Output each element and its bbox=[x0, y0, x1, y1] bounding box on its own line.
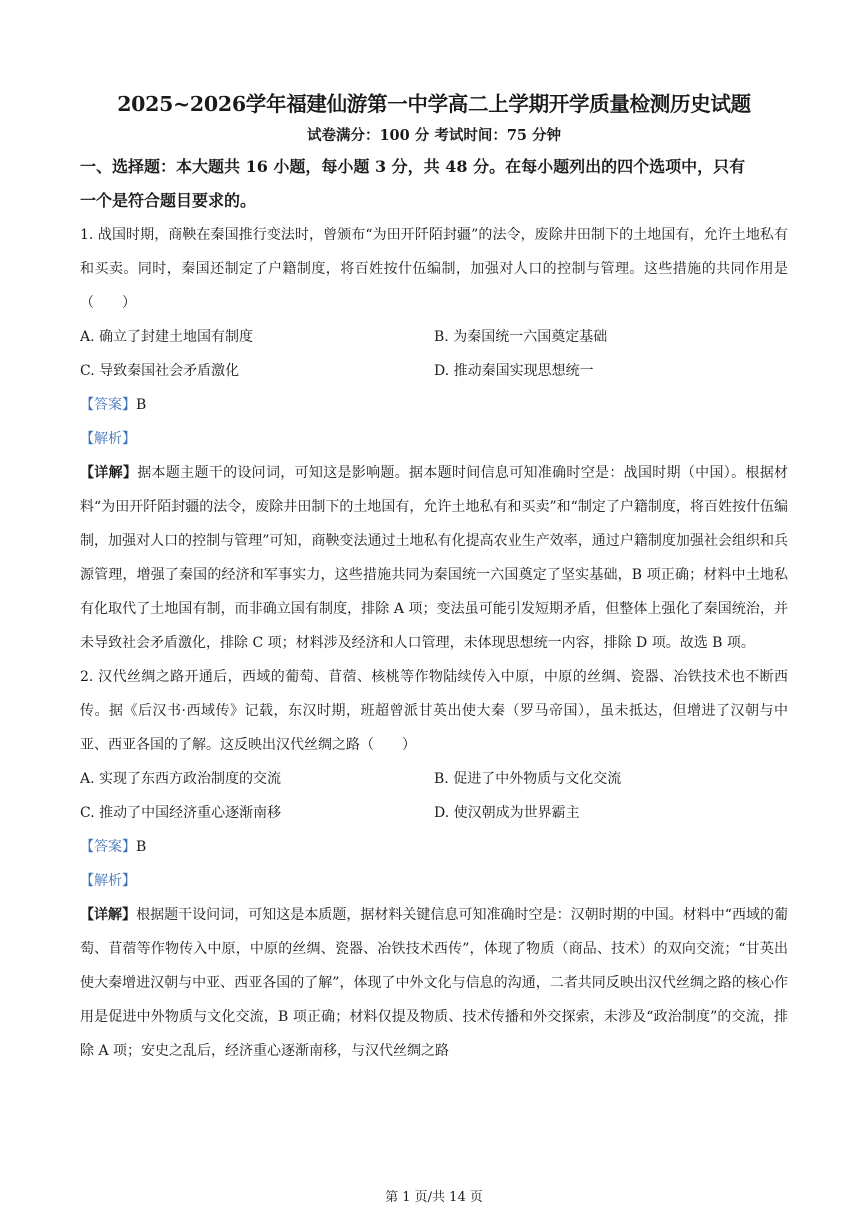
options bbox=[80, 320, 788, 388]
question-stem: 1. 战国时期，商鞅在秦国推行变法时，曾颁布“为田开阡陌封疆”的法令，废除井田制下的土地国有，允许土地私有和买卖。同时，秦国还制定了户籍制度，将百姓按什伍编制，加强对人口的控制与管理。这些措施的共同作用是（ ） bbox=[80, 227, 788, 311]
question-2 bbox=[80, 660, 788, 1068]
analysis-label: 【解析】 bbox=[80, 873, 136, 889]
answer-value: B bbox=[136, 397, 147, 413]
answer-line: 【答案】B bbox=[80, 839, 147, 855]
exam-info: 试卷满分：100 分 考试时间：75 分钟 bbox=[306, 127, 562, 144]
detail-paragraph bbox=[80, 898, 788, 1068]
document-page bbox=[80, 88, 788, 1068]
analysis-label: 【解析】 bbox=[80, 431, 136, 447]
detail-text: 根据题干设问词，可知这是本质题，据材料关键信息可知准确时空是：汉朝时期的中国。材料中“西域的葡萄、苜蓿等作物传入中原，中原的丝绸、瓷器、冶铁技术西传”，体现了物质（商品、技术）的双向交流；“甘英出使大秦增进汉朝与中亚、西亚各国的了解”，体现了中外文化与信息的沟通，二者共同反映出汉代丝绸之路的核心作用是促进中外物质与文化交流，B 项正确；材料仅提及物质、技术传播和外交探索，未涉及“政治制度”的交流，排除 A 项；安史之乱后，经济重心逐渐南移，与汉代丝绸之路 bbox=[80, 907, 789, 1059]
option-d: D. 使汉朝成为世界霸主 bbox=[434, 805, 580, 821]
option-a: A. 实现了东西方政治制度的交流 bbox=[80, 771, 282, 787]
page-title: 2025~2026学年福建仙游第一中学高二上学期开学质量检测历史试题 bbox=[117, 92, 751, 116]
answer-value: B bbox=[136, 839, 147, 855]
page-number: 第 1 页/共 14 页 bbox=[385, 1190, 483, 1205]
option-b: B. 为秦国统一六国奠定基础 bbox=[434, 329, 608, 345]
question-1 bbox=[80, 218, 788, 660]
section-heading-line2: 一个是符合题目要求的。 bbox=[80, 191, 257, 210]
question-stem: 2. 汉代丝绸之路开通后，西域的葡萄、苜蓿、核桃等作物陆续传入中原，中原的丝绸、瓷器、冶铁技术也不断西传。据《后汉书·西域传》记载，东汉时期，班超曾派甘英出使大秦（罗马帝国），虽未抵达，但增进了汉朝与中亚、西亚各国的了解。这反映出汉代丝绸之路（ ） bbox=[80, 669, 788, 753]
detail-label: 【详解】 bbox=[80, 907, 137, 923]
options bbox=[80, 762, 788, 830]
option-c: C. 导致秦国社会矛盾激化 bbox=[80, 363, 240, 379]
section-heading-line1: 一、选择题：本大题共 16 小题，每小题 3 分，共 48 分。在每小题列出的四个选项中，只有 bbox=[80, 157, 746, 176]
detail-paragraph bbox=[80, 456, 788, 660]
option-b: B. 促进了中外物质与文化交流 bbox=[434, 771, 622, 787]
detail-text: 据本题主题干的设问词，可知这是影响题。据本题时间信息可知准确时空是：战国时期（中国）。根据材料“为田开阡陌封疆的法令，废除井田制下的土地国有，允许土地私有和买卖”和“制定了户籍制度，将百姓按什伍编制，加强对人口的控制与管理”可知，商鞅变法通过土地私有化提高农业生产效率，通过户籍制度加强社会组织和兵源管理，增强了秦国的经济和军事实力，这些措施共同为秦国统一六国奠定了坚实基础，B 项正确；材料中土地私有化取代了土地国有制，而非确立国有制度，排除 A 项；变法虽可能引发短期矛盾，但整体上强化了秦国统治，并未导致社会矛盾激化，排除 C 项；材料涉及经济和人口管理，未体现思想统一内容，排除 D 项。故选 B 项。 bbox=[80, 465, 789, 651]
option-c: C. 推动了中国经济重心逐渐南移 bbox=[80, 805, 282, 821]
answer-line: 【答案】B bbox=[80, 397, 147, 413]
option-a: A. 确立了封建土地国有制度 bbox=[80, 329, 254, 345]
answer-label: 答案 bbox=[94, 839, 122, 855]
option-d: D. 推动秦国实现思想统一 bbox=[434, 363, 594, 379]
detail-label: 【详解】 bbox=[80, 465, 138, 481]
section-heading bbox=[80, 150, 788, 218]
answer-label: 答案 bbox=[94, 397, 122, 413]
